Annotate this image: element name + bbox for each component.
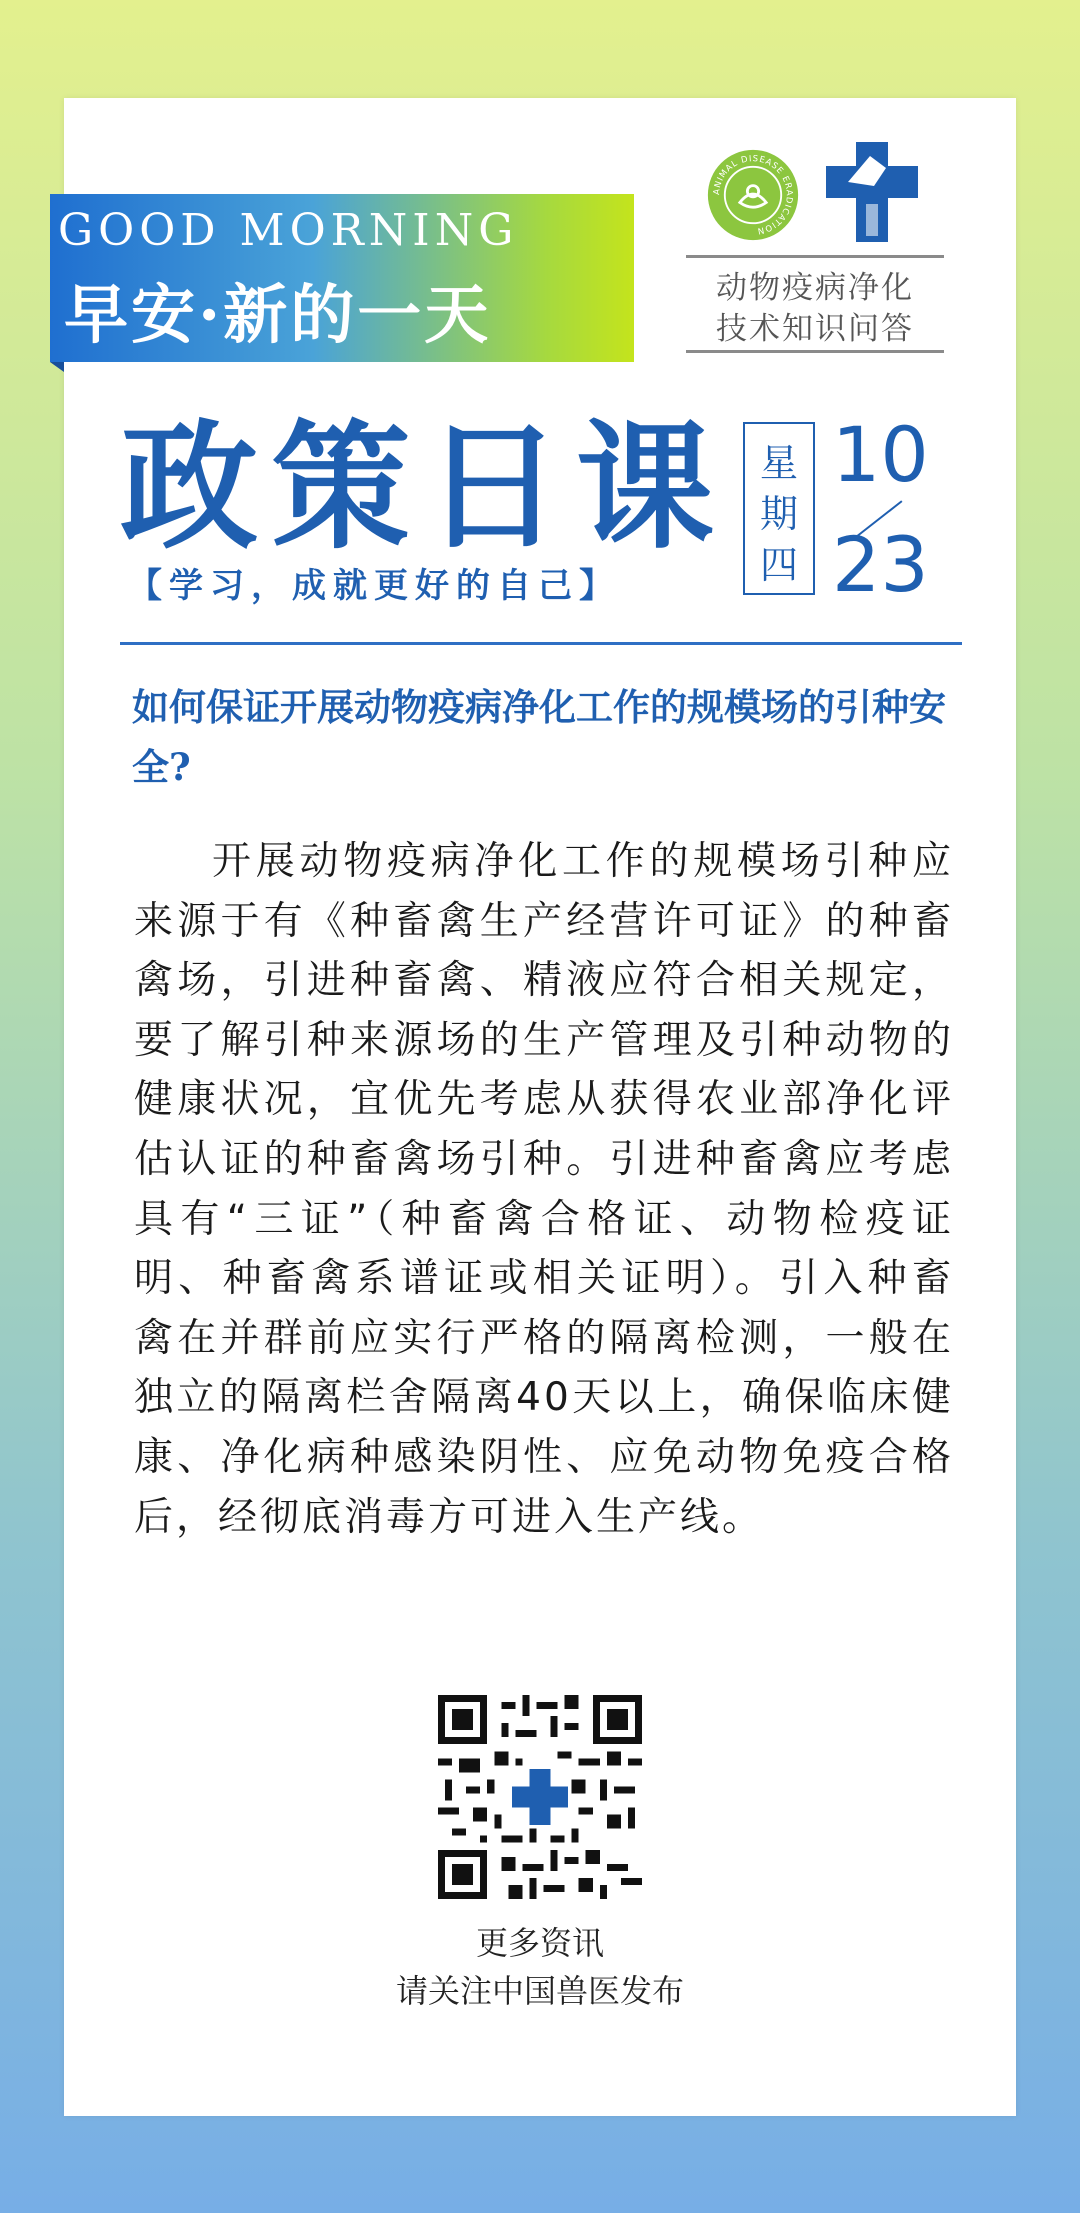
greeting-english: GOOD MORNING (58, 205, 519, 256)
org-label-line2: 技术知识问答 (716, 311, 914, 347)
weekday-char: 四 (759, 543, 798, 587)
footer-follow: 请关注中国兽医发布 (395, 1972, 684, 2010)
section-divider (120, 642, 962, 645)
date-month: 10 (832, 410, 929, 499)
question-heading: 如何保证开展动物疫病净化工作的规模场的引种安全? (132, 685, 946, 789)
logo-ring-text: ANIMAL DISEASE ERADICATION (711, 153, 795, 237)
weekday-char: 期 (759, 492, 798, 536)
qr-code-icon[interactable] (438, 1695, 642, 1899)
banner-fold (50, 362, 64, 372)
date-day: 23 (832, 520, 929, 609)
veterinary-cross-logo-icon (826, 142, 918, 242)
org-label-line1: 动物疫病净化 (716, 270, 914, 306)
page-title: 政策日课 (120, 407, 729, 568)
animal-disease-eradication-logo-icon (706, 148, 800, 242)
slogan: 【学习，成就更好的自己】 (128, 566, 620, 606)
weekday-char: 星 (759, 441, 798, 485)
answer-paragraph: 开展动物疫病净化工作的规模场引种应来源于有《种畜禽生产经营许可证》的种畜禽场，引进种畜禽、精液应符合相关规定，要了解引种来源场的生产管理及引种动物的健康状况，宜优先考虑从获得农业部净化评估认证的种畜禽场引种。引进种畜禽应考虑具有“三证”（种畜禽合格证、动物检疫证明、种畜禽系谱证或相关证明）。引入种畜禽在并群前应实行严格的隔离检测，一般在独立的隔离栏舍隔离40天以上，确保临床健康、净化病种感染阴性、应免动物免疫合格后，经彻底消毒方可进入生产线。 (134, 839, 954, 1540)
greeting-chinese: 早安·新的一天 (64, 278, 492, 353)
footer-more-info: 更多资讯 (475, 1924, 604, 1962)
